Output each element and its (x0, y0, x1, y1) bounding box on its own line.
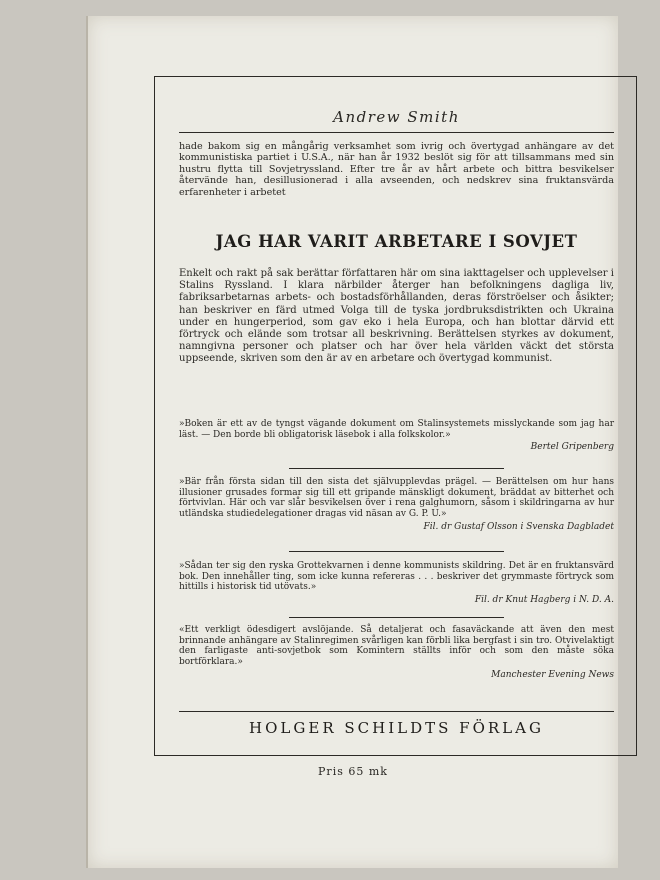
top-divider (179, 132, 614, 133)
book-back-cover (86, 16, 618, 868)
book-title: JAG HAR VARIT ARBETARE I SOVJET (215, 232, 578, 251)
book-description: Enkelt och rakt på sak berättar författaren här om sina iakttagelser och upplevelser i Stalins Ryssland. I klara närbilder återger han befolkningens dagliga liv, fabriksarbetarnas arbets- och bostadsförhållanden, deras förströelser och åsikter; han beskriver en färd utmed Volga till de tyska jordbruksdistrikten och Ukraina under en hungerperiod, som gav eko i hela Europa, och han blottar därvid ett förtryck och elände som trotsar all beskrivning. Berättelsen styrkes av dokument, namngivna personer och platser och har över hela världen väckt det största uppseende, skriven som den är av en arbetare och övertygad kommunist. (179, 268, 614, 365)
quote-text: »Sådan ter sig den ryska Grottekvarnen i denne kommunists skildring. Det är en fruktansvärd bok. Den innehåller ting, som icke kunna refereras . . . beskriver det grymmaste förtryck som hittills i historisk tid utövats.» (179, 561, 614, 593)
review-quote-4 (179, 625, 614, 681)
quote-text: «Ett verkligt ödesdigert avslöjande. Så detaljerat och fasaväckande att även den mest brinnande anhängare av Stalinregimen svårligen kan förbli lika bergfast i sin tro. Otvivelaktigt den farligaste anti-sovjetbok som Komintern ställts inför och som den måste söka bortförklara.» (179, 625, 614, 668)
publisher-name: HOLGER SCHILDTS FÖRLAG (249, 719, 544, 737)
review-quote-3 (179, 561, 614, 606)
quote-divider (289, 468, 504, 469)
review-quote-2 (179, 477, 614, 533)
quote-text: »Boken är ett av de tyngst vägande dokument om Stalinsystemets misslyckande som jag har läst. — Den borde bli obligatorisk läsebok i alla folkskolor.» (179, 419, 614, 440)
quote-source: Bertel Gripenberg (530, 442, 614, 453)
quote-source: Manchester Evening News (491, 669, 614, 680)
quote-divider (289, 551, 504, 552)
quote-text: »Bär från första sidan till den sista det självupplevdas prägel. — Berättelsen om hur hans illusioner grusades formar sig till ett gripande mänskligt dokument, bräddat av bitterhet och förtvivlan. Här och var slår besvikelsen över i rena galghumorn, såsom i skildringarna av hur utländska studiedelegationer dragas vid näsan av G. P. U.» (179, 477, 614, 520)
quote-divider (289, 617, 504, 618)
price-label: Pris 65 mk (318, 765, 388, 778)
author-name: Andrew Smith (333, 108, 460, 126)
quote-source: Fil. dr Gustaf Olsson i Svenska Dagbladet (423, 521, 614, 532)
author-intro-text: hade bakom sig en mångårig verksamhet som ivrig och övertygad anhängare av det kommunistiska partiet i U.S.A., när han år 1932 beslöt sig för att tillsammans med sin hustru flytta till Sovjetryssland. Efter tre år av hårt arbete och bittra besvikelser återvände han, desillusionerad i alla avseenden, och nedskrev sina fruktansvärda erfarenheter i arbetet (179, 141, 614, 198)
review-quote-1 (179, 419, 614, 453)
cover-border-frame (154, 76, 637, 756)
bottom-divider (179, 711, 614, 712)
quote-source: Fil. dr Knut Hagberg i N. D. A. (474, 595, 614, 606)
